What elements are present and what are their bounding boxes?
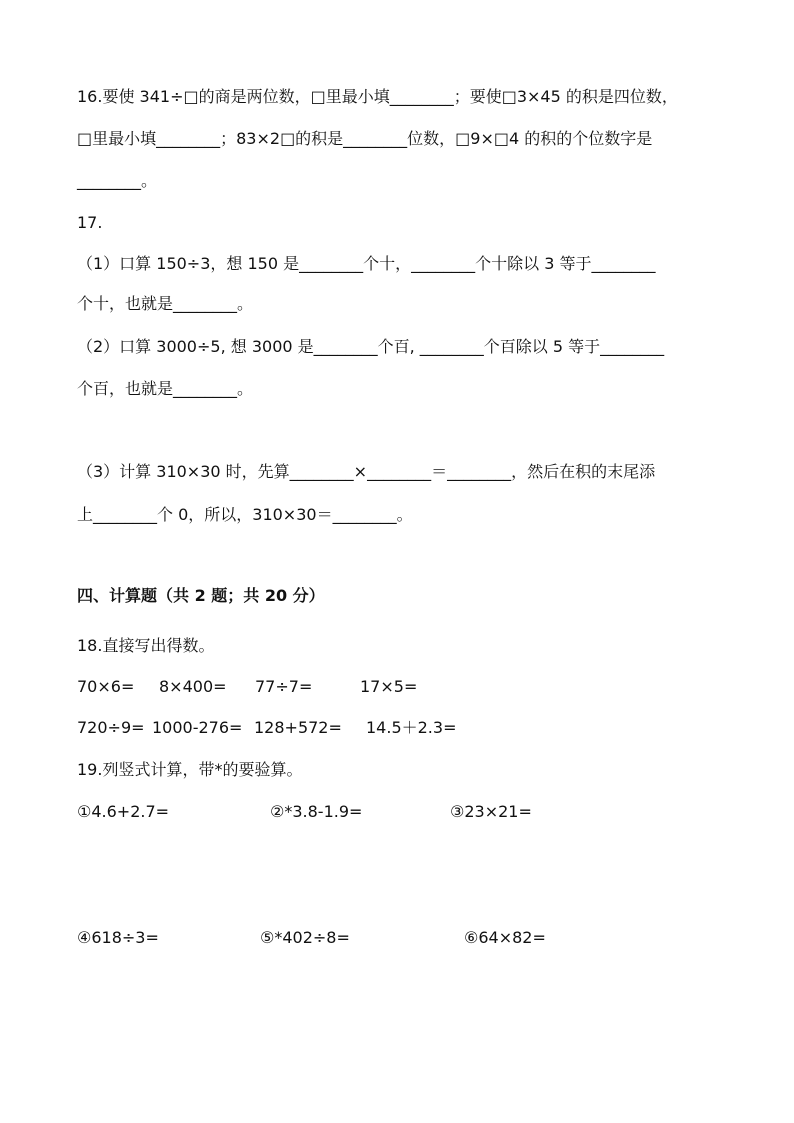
- q19-item: ⑥64×82=: [464, 928, 546, 947]
- q16-line-2: □里最小填________；83×2□的积是________位数，□9×□4 的积的个位数字是: [77, 129, 653, 148]
- section-4-heading: 四、计算题（共 2 题；共 20 分）: [77, 586, 325, 605]
- q18-item: 77÷7=: [255, 677, 313, 696]
- q19-item: ①4.6+2.7=: [77, 802, 170, 821]
- q18-item: 17×5=: [360, 677, 418, 696]
- q19-item: ②*3.8-1.9=: [270, 802, 363, 821]
- q17-part1-line-2: 个十，也就是________。: [77, 294, 254, 313]
- q19-item: ④618÷3=: [77, 928, 159, 947]
- q18-item: 720÷9=: [77, 718, 145, 737]
- q18-item: 1000-276=: [152, 718, 243, 737]
- q18-item: 14.5＋2.3=: [366, 718, 457, 737]
- q17-part2-line-1: （2）口算 3000÷5, 想 3000 是________个百, ________个百除以 5 等于________: [77, 337, 665, 356]
- q17-number: 17.: [77, 213, 103, 232]
- q18-item: 8×400=: [159, 677, 227, 696]
- q17-part3-line-1: （3）计算 310×30 时，先算________×________＝________，然后在积的末尾添: [77, 462, 656, 481]
- q17-part2-line-2: 个百，也就是________。: [77, 379, 254, 398]
- q18-item: 70×6=: [77, 677, 135, 696]
- q19-title: 19.列竖式计算，带*的要验算。: [77, 760, 303, 779]
- q18-title: 18.直接写出得数。: [77, 636, 215, 655]
- q19-item: ⑤*402÷8=: [260, 928, 350, 947]
- q16-line-1: 16.要使 341÷□的商是两位数，□里最小填________；要使□3×45 的积是四位数，: [77, 87, 678, 106]
- q17-part3-line-2: 上________个 0，所以，310×30＝________。: [77, 505, 413, 524]
- q19-item: ③23×21=: [450, 802, 532, 821]
- q17-part1-line-1: （1）口算 150÷3，想 150 是________个十，________个十除以 3 等于________: [77, 254, 656, 273]
- q16-line-3: ________。: [77, 171, 158, 190]
- q18-item: 128+572=: [254, 718, 342, 737]
